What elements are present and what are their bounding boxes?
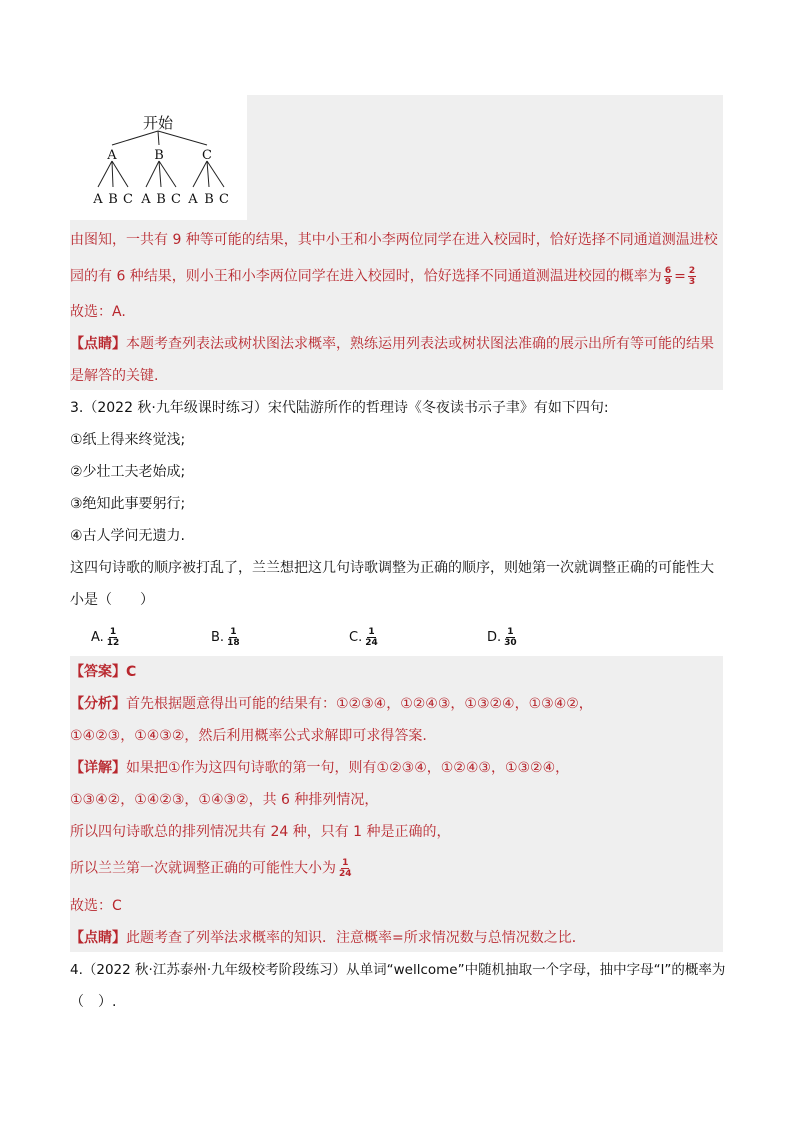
option-c xyxy=(349,627,381,648)
option-d xyxy=(487,627,520,648)
q3-analysis-line1 xyxy=(70,694,593,714)
fraction-denominator: 3 xyxy=(688,277,696,287)
tree-leaf: A xyxy=(141,192,151,207)
q2-comment-line1 xyxy=(70,334,714,354)
q2-solution-line2-text: 园的有 6 种结果，则小王和小李两位同学在进入校园时，恰好选择不同通道测温进校园的概率为 xyxy=(70,268,662,285)
edge-root-a xyxy=(112,131,158,145)
edge xyxy=(159,161,161,187)
tree-leaf: C xyxy=(123,192,133,207)
edge xyxy=(159,161,176,187)
option-b xyxy=(211,627,243,648)
poem-line-2: ②少壮工夫老始成; xyxy=(70,464,186,480)
comment-tag: 【点睛】 xyxy=(70,930,126,946)
fraction-denominator: 12 xyxy=(106,638,120,648)
equals-sign: = xyxy=(674,268,686,285)
tree-leaf: A xyxy=(93,192,103,207)
q3-final: 故选：C xyxy=(70,898,122,914)
q3-stem: 3.（2022 秋·九年级课时练习）宋代陆游所作的哲理诗《冬夜读书示子聿》有如下四句: xyxy=(70,400,609,416)
tree-node: C xyxy=(202,148,212,163)
tree-leaf: B xyxy=(156,192,166,207)
comment-text: 此题考查了列举法求概率的知识．注意概率=所求情况数与总情况数之比． xyxy=(126,930,586,946)
fraction xyxy=(338,858,353,879)
tree-diagram-svg xyxy=(70,95,247,220)
detail-text: 所以兰兰第一次就调整正确的可能性大小为 xyxy=(70,860,336,877)
edge-root-c xyxy=(158,131,207,145)
q3-detail-line1 xyxy=(70,758,569,778)
fraction-denominator: 30 xyxy=(504,638,517,648)
fraction-denominator: 24 xyxy=(339,869,352,879)
option-a xyxy=(91,627,122,648)
q3-detail-line3: 所以四句诗歌总的排列情况共有 24 种，只有 1 种是正确的， xyxy=(70,824,451,840)
analysis-text: 首先根据题意得出可能的结果有：①②③④，①②④③，①③②④，①③④②， xyxy=(126,696,593,712)
option-label: D. xyxy=(487,630,502,645)
fraction xyxy=(503,627,518,648)
tree-diagram xyxy=(70,95,247,220)
tree-leaf: C xyxy=(219,192,229,207)
fraction-numerator: 1 xyxy=(342,858,349,868)
poem-line-1: ①纸上得来终觉浅; xyxy=(70,432,186,448)
edge xyxy=(112,161,128,187)
edge xyxy=(207,161,209,187)
q3-detail-line4 xyxy=(70,858,355,879)
tree-leaf: C xyxy=(171,192,181,207)
fraction-numerator: 1 xyxy=(230,627,237,637)
fraction-denominator: 9 xyxy=(664,277,672,287)
q3-answer xyxy=(70,662,136,682)
edge xyxy=(112,161,113,187)
q3-comment xyxy=(70,928,586,948)
edge xyxy=(193,161,207,187)
fraction-numerator: 1 xyxy=(368,627,375,637)
fraction-denominator: 24 xyxy=(365,638,378,648)
comment-tag: 【点睛】 xyxy=(70,336,126,352)
fraction xyxy=(664,266,672,287)
q3-analysis-line2: ①④②③，①④③②，然后利用概率公式求解即可求得答案. xyxy=(70,728,427,744)
fraction-denominator: 18 xyxy=(227,638,240,648)
fraction xyxy=(106,627,121,648)
q2-answer-line: 故选：A. xyxy=(70,304,126,320)
analysis-tag: 【分析】 xyxy=(70,696,126,712)
q3-text-line1: 这四句诗歌的顺序被打乱了，兰兰想把这几句诗歌调整为正确的顺序，则她第一次就调整正确的可能性大 xyxy=(70,560,714,576)
edge xyxy=(98,161,112,187)
edge-root-b xyxy=(158,131,159,145)
comment-text: 本题考查列表法或树状图法求概率，熟练运用列表法或树状图法准确的展示出所有等可能的结果 xyxy=(126,336,714,352)
tree-node: B xyxy=(154,148,164,163)
detail-tag: 【详解】 xyxy=(70,760,126,776)
poem-line-4: ④古人学问无遗力. xyxy=(70,528,186,544)
edge xyxy=(146,161,159,187)
q4-line1: 4.（2022 秋·江苏泰州·九年级校考阶段练习）从单词“wellcome”中随机抽取一个字母，抽中字母“l”的概率为 xyxy=(70,962,726,978)
option-label: C. xyxy=(349,630,363,645)
option-label: B. xyxy=(211,630,225,645)
answer-tag: 【答案】 xyxy=(70,664,126,680)
fraction xyxy=(364,627,379,648)
q2-solution-line1: 由图知，一共有 9 种等可能的结果，其中小王和小李两位同学在进入校园时，恰好选择不同通道测温进校 xyxy=(70,232,718,248)
edge xyxy=(207,161,224,187)
detail-text: 如果把①作为这四句诗歌的第一句，则有①②③④，①②④③，①③②④， xyxy=(126,760,570,776)
tree-leaf: B xyxy=(204,192,214,207)
fraction-numerator: 1 xyxy=(507,627,514,637)
fraction-numerator: 6 xyxy=(664,266,672,276)
fraction xyxy=(688,266,696,287)
tree-leaf: A xyxy=(188,192,198,207)
tree-root: 开始 xyxy=(142,114,174,132)
option-label: A. xyxy=(91,630,104,645)
fraction xyxy=(226,627,241,648)
q3-text-line2: 小是（ ） xyxy=(70,592,154,608)
q3-detail-line2: ①③④②，①④②③，①④③②，共 6 种排列情况， xyxy=(70,792,379,808)
q4-line2: （ ）. xyxy=(70,994,117,1010)
poem-line-3: ③绝知此事要躬行; xyxy=(70,496,186,512)
q2-comment-line2: 是解答的关键. xyxy=(70,368,159,384)
tree-leaf: B xyxy=(108,192,118,207)
fraction-numerator: 2 xyxy=(688,266,696,276)
tree-node: A xyxy=(107,148,117,163)
fraction-numerator: 1 xyxy=(109,627,117,637)
answer-value: C xyxy=(126,664,137,680)
q2-solution-line2 xyxy=(70,266,698,287)
